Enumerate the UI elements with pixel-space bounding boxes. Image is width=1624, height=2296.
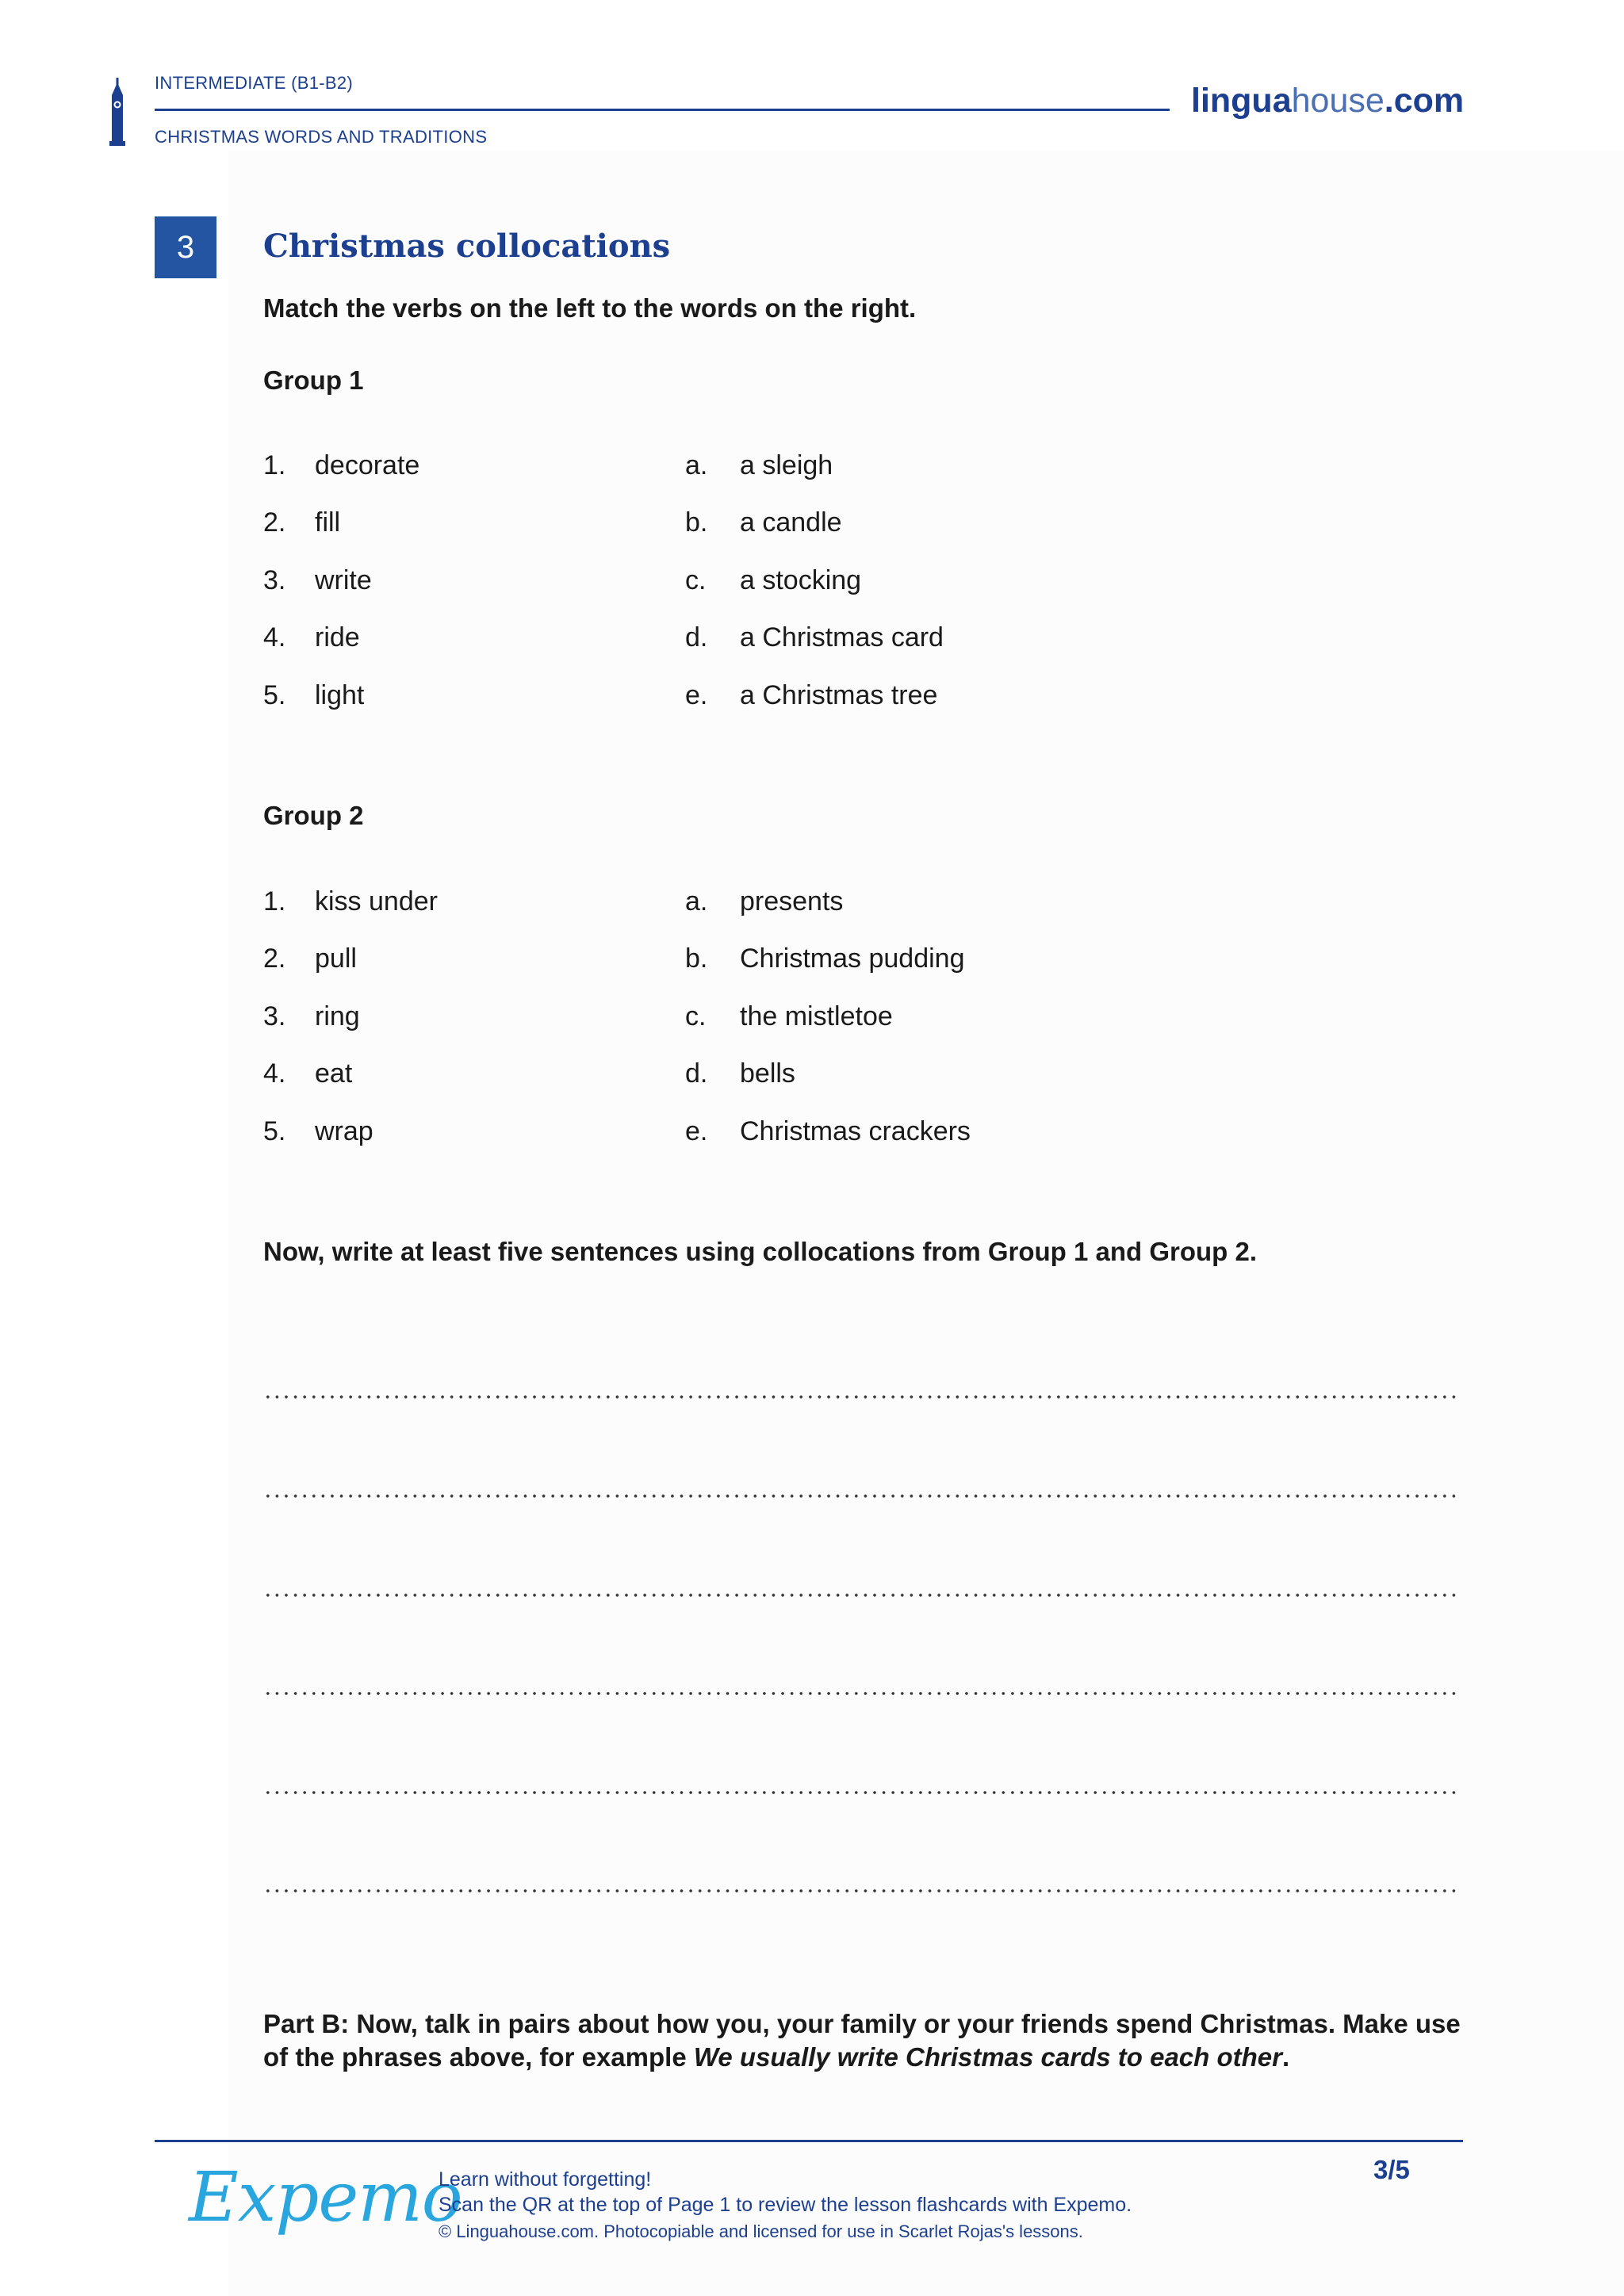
group1-left-num: 3. [263, 565, 286, 595]
group1-right-item: a sleigh [740, 450, 833, 480]
group2-left-item: ring [315, 1001, 360, 1031]
group2-right-item: Christmas crackers [740, 1116, 971, 1146]
part-b-example: We usually write Christmas cards to each other [693, 2042, 1282, 2072]
group1-left-item: write [315, 565, 372, 595]
group2-left-item: eat [315, 1058, 353, 1089]
writing-instruction: Now, write at least five sentences using collocations from Group 1 and Group 2. [263, 1237, 1258, 1266]
answer-line[interactable] [263, 1791, 1461, 1794]
group2-right-letter: c. [685, 1001, 707, 1031]
group1-right-letter: e. [685, 680, 708, 710]
group2-right-item: presents [740, 886, 844, 916]
answer-line[interactable] [263, 1889, 1461, 1892]
level-label: INTERMEDIATE (B1-B2) [155, 73, 354, 93]
group1-left-num: 5. [263, 680, 286, 710]
group2-left-item: pull [315, 943, 357, 974]
answer-line[interactable] [263, 1395, 1461, 1399]
group2-right-letter: d. [685, 1058, 708, 1089]
group2-left-num: 5. [263, 1116, 286, 1146]
group1-left-item: light [315, 680, 365, 710]
group1-right-item: a Christmas tree [740, 680, 938, 710]
group1-left-item: fill [315, 507, 341, 538]
header-divider [155, 109, 1170, 111]
group1-left-item: ride [315, 622, 360, 652]
group2-left-item: wrap [315, 1116, 373, 1146]
group2-left-num: 3. [263, 1001, 286, 1031]
part-b-instruction: Part B: Now, talk in pairs about how you, your family or your friends spend Christmas. Make use of the phrases above, for example We usually write Christmas cards to each other. [263, 2009, 1461, 2072]
expemo-logo[interactable]: Expemo [189, 2158, 462, 2237]
group1-right-letter: d. [685, 622, 708, 652]
group2-left-item: kiss under [315, 886, 438, 916]
topic-label: CHRISTMAS WORDS AND TRADITIONS [155, 127, 488, 147]
group1-left-num: 4. [263, 622, 286, 652]
page-panel [228, 151, 1624, 2296]
group2-right-letter: e. [685, 1116, 708, 1146]
group1-right-letter: b. [685, 507, 708, 538]
big-ben-icon [105, 78, 129, 146]
group1-title: Group 1 [263, 365, 364, 395]
group1-left-num: 2. [263, 507, 286, 538]
answer-line[interactable] [263, 1494, 1461, 1498]
instruction: Match the verbs on the left to the words on the right. [263, 293, 917, 323]
group2-left-num: 2. [263, 943, 286, 974]
group1-right-letter: c. [685, 565, 707, 595]
footer-qr-note: Scan the QR at the top of Page 1 to review the lesson flashcards with Expemo. [439, 2194, 1132, 2216]
group1-right-letter: a. [685, 450, 708, 480]
footer-tagline: Learn without forgetting! [439, 2168, 652, 2191]
section-number-badge: 3 [155, 216, 216, 278]
section-title: Christmas collocations [263, 228, 671, 265]
group1-left-num: 1. [263, 450, 286, 480]
group2-right-letter: b. [685, 943, 708, 974]
group1-right-item: a stocking [740, 565, 862, 595]
footer-copyright: © Linguahouse.com. Photocopiable and licensed for use in Scarlet Rojas's lessons. [439, 2221, 1083, 2241]
page-number: 3/5 [1373, 2155, 1410, 2184]
group2-right-item: bells [740, 1058, 795, 1089]
footer-divider [155, 2140, 1463, 2142]
group2-left-num: 1. [263, 886, 286, 916]
answer-line[interactable] [263, 1594, 1461, 1597]
group2-title: Group 2 [263, 801, 364, 830]
group2-left-num: 4. [263, 1058, 286, 1089]
group1-right-item: a Christmas card [740, 622, 944, 652]
group2-right-letter: a. [685, 886, 708, 916]
group2-right-item: the mistletoe [740, 1001, 893, 1031]
linguahouse-logo[interactable]: linguahouse.com [1191, 82, 1465, 120]
answer-line[interactable] [263, 1692, 1461, 1695]
group2-right-item: Christmas pudding [740, 943, 965, 974]
group1-right-item: a candle [740, 507, 842, 538]
group1-left-item: decorate [315, 450, 420, 480]
